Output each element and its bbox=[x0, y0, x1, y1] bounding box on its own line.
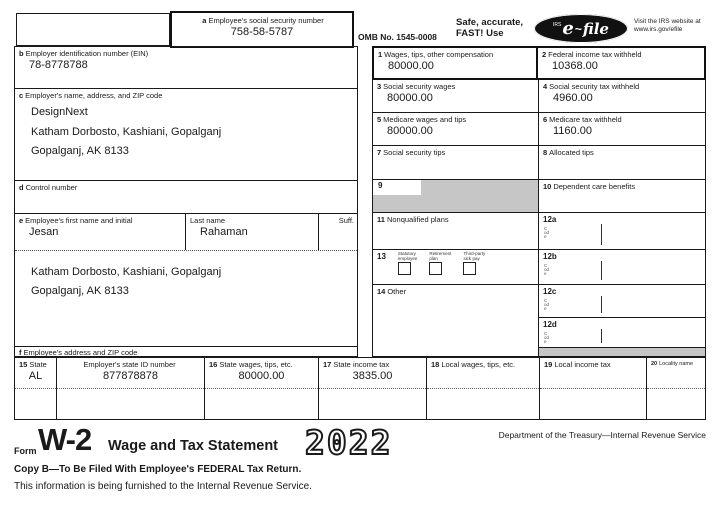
box-12b bbox=[539, 250, 705, 284]
box-14-value[interactable] bbox=[373, 296, 538, 297]
box-19-local-income-tax bbox=[539, 358, 646, 419]
state-id-label: Employer's state ID number bbox=[83, 360, 176, 369]
efile-arrow-icon: ~ bbox=[574, 21, 582, 36]
box-19-value[interactable] bbox=[540, 369, 646, 370]
last-name-value[interactable]: Rahaman bbox=[200, 226, 248, 238]
box-19-label: 19 Local income tax bbox=[544, 360, 611, 369]
box-18-value[interactable] bbox=[427, 369, 539, 370]
box-e-employee-name bbox=[15, 214, 357, 251]
box-4-label: 4 Social security tax withheld bbox=[543, 82, 640, 91]
box-11-value[interactable] bbox=[373, 224, 538, 225]
box-12d-divider bbox=[601, 329, 602, 343]
employer-name: DesignNext bbox=[31, 106, 88, 118]
box-3-4-row bbox=[372, 80, 706, 113]
box-10-value[interactable] bbox=[539, 191, 705, 192]
box-12a-label: 12a bbox=[543, 215, 557, 224]
box-8 bbox=[539, 146, 705, 179]
box-16-value[interactable]: 80000.00 bbox=[238, 370, 285, 382]
tax-year bbox=[303, 424, 409, 462]
box-15-value[interactable]: AL bbox=[28, 370, 43, 382]
box-6-value[interactable]: 1160.00 bbox=[553, 125, 592, 137]
box-10-label: 10 Dependent care benefits bbox=[543, 182, 636, 191]
retirement-plan-checkbox[interactable] bbox=[429, 262, 442, 275]
last-name-cell bbox=[185, 214, 318, 250]
box-11-label: 11 Nonqualified plans bbox=[377, 215, 449, 224]
employee-address-area[interactable] bbox=[15, 251, 357, 346]
box-12a-divider bbox=[601, 224, 602, 245]
first-name-cell bbox=[15, 214, 185, 250]
box-18-local-wages bbox=[426, 358, 539, 419]
box-1 bbox=[374, 48, 538, 78]
box-9-10-row bbox=[372, 180, 706, 213]
box-13 bbox=[373, 250, 539, 284]
box-2-value[interactable]: 10368.00 bbox=[552, 60, 598, 72]
box-12cd-stack bbox=[539, 285, 705, 356]
box-17-label: 17 State income tax bbox=[323, 360, 390, 369]
box-17-state-income-tax bbox=[318, 358, 426, 419]
safe-accurate-text: Safe, accurate, FAST! Use bbox=[456, 17, 524, 39]
form-word: Form bbox=[14, 446, 37, 456]
box-12c-divider bbox=[601, 296, 602, 313]
box-4-value[interactable]: 4960.00 bbox=[553, 92, 593, 104]
state-id-value[interactable]: 877878878 bbox=[102, 370, 159, 382]
statutory-employee-checkbox[interactable] bbox=[398, 262, 411, 275]
box-12d bbox=[539, 318, 705, 348]
box-20-locality-name bbox=[646, 358, 705, 419]
box-9 bbox=[373, 180, 539, 212]
department-text: Department of the Treasury—Internal Revenue Service bbox=[498, 430, 706, 440]
box-15-label: 15 State bbox=[19, 360, 47, 369]
form-title: Wage and Tax Statement bbox=[108, 438, 279, 454]
box-11-12a-row bbox=[372, 213, 706, 250]
box-1-2-row bbox=[372, 46, 706, 80]
box-20-value[interactable] bbox=[647, 369, 705, 370]
irs-website-text: Visit the IRS website at www.irs.gov/efile bbox=[634, 18, 701, 33]
ssn-value[interactable]: 758-58-5787 bbox=[230, 26, 294, 38]
box-12b-divider bbox=[601, 261, 602, 280]
box-12c bbox=[539, 285, 705, 318]
efile-irs-text: IRS bbox=[553, 22, 562, 28]
box-4 bbox=[539, 80, 705, 112]
box-1-label: 1 Wages, tips, other compensation bbox=[378, 50, 494, 59]
third-party-sick-pay-group: Third-party sick pay bbox=[463, 252, 485, 284]
first-name-value[interactable]: Jesan bbox=[29, 226, 59, 238]
box-3-value[interactable]: 80000.00 bbox=[387, 92, 433, 104]
box-18-label: 18 Local wages, tips, etc. bbox=[431, 360, 516, 369]
box-5-6-row bbox=[372, 113, 706, 146]
employer-address-line2: Gopalganj, AK 8133 bbox=[31, 145, 129, 157]
employer-address-value[interactable] bbox=[15, 100, 357, 162]
employee-address-line2: Gopalganj, AK 8133 bbox=[31, 285, 129, 297]
box-12d-label: 12d bbox=[543, 320, 557, 329]
box-12a bbox=[539, 213, 705, 249]
box-12d-code-label: Code bbox=[544, 331, 550, 344]
employee-address-value bbox=[15, 251, 357, 301]
box-20-label: 20 Locality name bbox=[651, 361, 694, 367]
box-3-label: 3 Social security wages bbox=[377, 82, 456, 91]
employee-address-line1: Katham Dorbosto, Kashiani, Gopalganj bbox=[31, 266, 222, 278]
box-8-value[interactable] bbox=[539, 157, 705, 158]
box-9-label: 9 bbox=[373, 180, 421, 195]
box-2-label: 2 Federal income tax withheld bbox=[542, 50, 642, 59]
box-16-label: 16 State wages, tips, etc. bbox=[209, 360, 293, 369]
last-name-label: Last name bbox=[190, 216, 226, 225]
suffix-label: Suff. bbox=[338, 216, 354, 225]
box-b-ein bbox=[15, 47, 357, 89]
employer-state-id bbox=[56, 358, 204, 419]
box-b-label: b Employer identification number (EIN) bbox=[19, 49, 149, 58]
retirement-plan-group: Retirement plan bbox=[429, 252, 451, 284]
box-c-label: c Employer's name, address, and ZIP code bbox=[19, 91, 163, 100]
shaded-strip bbox=[539, 348, 705, 356]
ssn-box bbox=[170, 11, 354, 48]
box-12a-code-label: Code bbox=[544, 226, 550, 239]
box-17-value[interactable]: 3835.00 bbox=[352, 370, 393, 382]
box-f-label: f Employee's address and ZIP code bbox=[19, 348, 138, 357]
box-5 bbox=[373, 113, 539, 145]
control-blank-box bbox=[16, 13, 170, 46]
box-12c-label: 12c bbox=[543, 287, 557, 296]
box-d-label: d Control number bbox=[19, 183, 78, 192]
copy-b-line: Copy B—To Be Filed With Employee's FEDERAL Tax Return. bbox=[14, 464, 302, 475]
box-5-value[interactable]: 80000.00 bbox=[387, 125, 433, 137]
state-local-row bbox=[14, 357, 706, 420]
statutory-employee-group: Statutory employee bbox=[398, 252, 418, 284]
third-party-sick-pay-checkbox[interactable] bbox=[463, 262, 476, 275]
box-13-12b-row bbox=[372, 250, 706, 285]
box-10 bbox=[539, 180, 705, 212]
box-5-label: 5 Medicare wages and tips bbox=[377, 115, 467, 124]
box-11 bbox=[373, 213, 539, 249]
tax-year-text: 2022 bbox=[305, 424, 393, 462]
omb-number: OMB No. 1545-0008 bbox=[358, 32, 437, 42]
box-7-value[interactable] bbox=[373, 157, 538, 158]
box-12b-label: 12b bbox=[543, 252, 557, 261]
box-14-label: 14 Other bbox=[377, 287, 407, 296]
box-14 bbox=[373, 285, 539, 356]
box-7-label: 7 Social security tips bbox=[377, 148, 446, 157]
efile-logo-icon: IRS e ~ file bbox=[534, 14, 628, 43]
employer-address-line1: Katham Dorbosto, Kashiani, Gopalganj bbox=[31, 125, 222, 138]
box-15-state bbox=[15, 358, 56, 419]
box-c-employer-address bbox=[15, 89, 357, 181]
suffix-cell bbox=[318, 214, 357, 250]
box-14-12cd-row bbox=[372, 285, 706, 357]
box-6 bbox=[539, 113, 705, 145]
first-name-label: e Employee's first name and initial bbox=[19, 216, 133, 225]
box-13-label: 13 bbox=[377, 252, 386, 261]
box-7 bbox=[373, 146, 539, 179]
box-12c-code-label: Code bbox=[544, 298, 550, 311]
box-12b-code-label: Code bbox=[544, 263, 550, 276]
employer-employee-column bbox=[14, 46, 358, 357]
box-8-label: 8 Allocated tips bbox=[543, 148, 594, 157]
ssn-label: a Employee's social security number bbox=[202, 16, 324, 25]
form-number: W-2 bbox=[38, 422, 92, 457]
box-3 bbox=[373, 80, 539, 112]
box-1-value[interactable]: 80000.00 bbox=[388, 60, 434, 72]
box-f-label-row bbox=[15, 346, 357, 357]
box-d-control-number bbox=[15, 181, 357, 214]
ein-value[interactable]: 78-8778788 bbox=[29, 59, 88, 71]
box-16-state-wages bbox=[204, 358, 318, 419]
furnish-line: This information is being furnished to the Internal Revenue Service. bbox=[14, 481, 312, 492]
box-7-8-row bbox=[372, 146, 706, 180]
box-2 bbox=[538, 48, 704, 78]
wage-boxes-column bbox=[372, 46, 706, 357]
box-6-label: 6 Medicare tax withheld bbox=[543, 115, 622, 124]
